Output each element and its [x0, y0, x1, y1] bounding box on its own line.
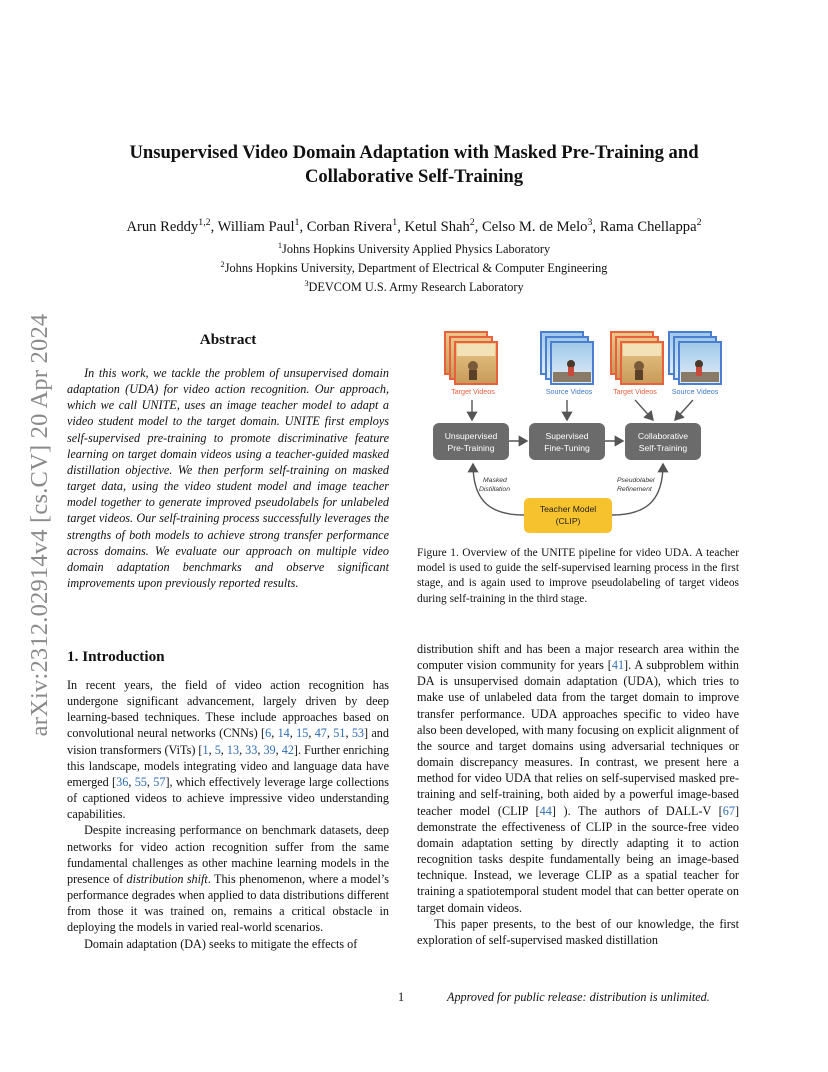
- abstract-body: [67, 365, 389, 591]
- author: Rama Chellappa$^2$: [599, 217, 702, 235]
- citation-link[interactable]: 1: [202, 742, 209, 757]
- abstract-text: In this work, we tackle the problem of unsupervised domain adaptation (UDA) for video action recognition. Our approach, which we call UNITE, uses an image teacher model to adapt a video student model to the target domain. UNITE first employs self-supervised pre-training to promote discriminative feature learning on target domain videos using a teacher-guided masked distillation objective. We then perform self-training on masked target data, using the video student model and image teacher model together to generate improved pseudolabels for unlabeled target videos. Our self-training process successfully leverages the strengths of both models to achieve strong transfer performance across domains. We evaluate our approach on multiple video domain adaptation benchmarks and observe significant improvements upon previously reported results.: [67, 366, 389, 591]
- svg-text:Unsupervised: Unsupervised: [444, 431, 498, 441]
- citation-link[interactable]: 42: [281, 742, 294, 757]
- citation-link[interactable]: 33: [245, 742, 258, 757]
- author: William Paul$^1$: [217, 217, 300, 235]
- intro-paragraph-2: Despite increasing performance on benchmark datasets, deep networks for video action recognition suffer from the same fundamental challenges as other machine learning models in the presence of distribution shift. This phenomenon, where a model’s performance degrades when applied to data distributions different from those it was trained on, remains a critical obstacle in deploying the models in varied real-world scenarios.: [67, 823, 389, 935]
- teacher-model-box: [524, 498, 612, 533]
- affiliation-3: $^3$DEVCOM U.S. Army Research Laboratory: [304, 278, 524, 294]
- paper-title: [60, 141, 768, 189]
- author: Ketul Shah$^2$: [404, 217, 475, 235]
- label-target-videos-1: Target Videos: [451, 387, 495, 396]
- intro-right-column: [417, 641, 739, 948]
- svg-text:Teacher Model: Teacher Model: [539, 504, 597, 514]
- author-list: Arun Reddy$^{1,2}$, William Paul$^1$, Corban Rivera$^1$, Ketul Shah$^2$, Celso M. de Melo$^3$, Rama Chellappa$^2$: [126, 217, 702, 235]
- citation-link[interactable]: 53: [351, 726, 365, 741]
- citation-link[interactable]: 47: [314, 726, 327, 741]
- stage-box-supervised-finetuning: [529, 423, 605, 460]
- arxiv-id: arXiv:2312.02914v4 [cs.CV] 20 Apr 2024: [26, 313, 53, 737]
- arxiv-sidebar: [24, 285, 56, 765]
- svg-text:(CLIP): (CLIP): [555, 516, 581, 526]
- label-source-videos-2: Source Videos: [671, 387, 719, 396]
- abstract-heading: Abstract: [199, 331, 257, 348]
- citation-link[interactable]: 67: [722, 803, 735, 818]
- citation-link[interactable]: 51: [333, 726, 346, 741]
- label-masked-distillation-2: Distillation: [479, 486, 510, 493]
- intro-paragraph-1: In recent years, the field of video action recognition has undergone significant advancement, largely driven by deep learning-based techniques. These include approaches based on convolutional neural networks (CNNs) [6, 14, 15, 47, 51, 53] and vision transformers (ViTs) [1, 5, 13, 33, 39, 42]. Further enriching this landscape, models integrating video and language data have emerged [36, 55, 57], which effectively leverage large collections of captioned videos to achieve impressive video understanding capabilities.: [67, 678, 390, 822]
- title-line-1: Unsupervised Video Domain Adaptation with Masked Pre-Training and: [129, 142, 699, 163]
- page-number: 1: [398, 990, 405, 1004]
- figure-caption: Figure 1. Overview of the UNITE pipeline for video UDA. A teacher model is used to guide the self-supervised learning process in the first stage, and is again used to improve pseudolabeling of target videos during self-training in the third stage.: [417, 547, 739, 605]
- intro-paragraph-3-cont: distribution shift and has been a major research area within the computer vision community for years [41]. A subproblem within DA is unsupervised domain adaptation (UDA), which tries to make use of unlabeled data from the target domain to improve transfer performance. UDA approaches specific to video have also been developed, with many focusing on explicit alignment of the source and target domains using adversarial techniques or domain discrepancy measures. In contrast, we present here a method for video UDA that relies on self-supervised masked pre-training and self-training, both aided by a powerful image-based teacher model (CLIP [44] ). The authors of DALL-V [67] demonstrate the effectiveness of CLIP in the source-free video domain adaptation setting by directly adapting it to action recognition tasks despite fundamentally being an image-based technique. Instead, we leverage CLIP as a spatial teacher for training a spatiotemporal student model that can better operate on target domain videos.: [417, 642, 739, 915]
- citation-link[interactable]: 41: [611, 658, 625, 673]
- release-note: Approved for public release: distribution is unlimited.: [447, 990, 710, 1004]
- stage-box-unsupervised-pretraining: [433, 423, 509, 460]
- citation-link[interactable]: 57: [153, 774, 166, 789]
- citation-link[interactable]: 55: [134, 774, 147, 789]
- intro-paragraph-3: Domain adaptation (DA) seeks to mitigate the effects of: [84, 936, 358, 951]
- citation-link[interactable]: 14: [277, 726, 290, 741]
- citation-link[interactable]: 6: [265, 726, 272, 741]
- svg-text:Self-Training: Self-Training: [638, 443, 688, 453]
- label-pseudolabel-refinement-1: Pseudolabel: [617, 477, 655, 484]
- citation-link[interactable]: 13: [226, 742, 240, 757]
- citation-link[interactable]: 5: [214, 742, 221, 757]
- source-videos-thumbnail-2: [669, 332, 721, 384]
- target-videos-thumbnail-1: [445, 332, 497, 384]
- author: Celso M. de Melo$^3$: [482, 217, 593, 235]
- affiliation-2: $^2$Johns Hopkins University, Department of Electrical & Computer Engineering: [220, 259, 608, 275]
- figure-1: [417, 328, 739, 540]
- citation-link[interactable]: 44: [539, 803, 552, 818]
- svg-text:Pre-Training: Pre-Training: [447, 443, 495, 453]
- citation-link[interactable]: 39: [263, 742, 276, 757]
- affiliation-1: $^1$Johns Hopkins University Applied Physics Laboratory: [277, 240, 551, 256]
- stage-box-collaborative-selftraining: [625, 423, 701, 460]
- intro-left-column: [67, 677, 389, 952]
- label-source-videos-1: Source Videos: [545, 387, 593, 396]
- arrow-down-4: [675, 400, 693, 420]
- pipeline-diagram: [417, 328, 739, 540]
- label-pseudolabel-refinement-2: Refinement: [617, 486, 652, 493]
- svg-text:Supervised: Supervised: [545, 431, 589, 441]
- label-target-videos-2: Target Videos: [613, 387, 657, 396]
- target-videos-thumbnail-2: [611, 332, 663, 384]
- author: Arun Reddy$^{1,2}$: [126, 217, 211, 235]
- label-masked-distillation-1: Masked: [483, 477, 507, 484]
- svg-text:Fine-Tuning: Fine-Tuning: [544, 443, 590, 453]
- svg-text:Collaborative: Collaborative: [637, 431, 689, 441]
- citation-link[interactable]: 15: [296, 726, 309, 741]
- title-line-2: Collaborative Self-Training: [304, 166, 524, 187]
- intro-paragraph-4: This paper presents, to the best of our knowledge, the first exploration of self-supervised masked distillation: [417, 916, 739, 947]
- author: Corban Rivera$^1$: [306, 217, 398, 235]
- section-heading-introduction: 1. Introduction: [67, 648, 165, 665]
- citation-link[interactable]: 36: [116, 774, 129, 789]
- arrow-down-3: [635, 400, 653, 420]
- source-videos-thumbnail-1: [541, 332, 593, 384]
